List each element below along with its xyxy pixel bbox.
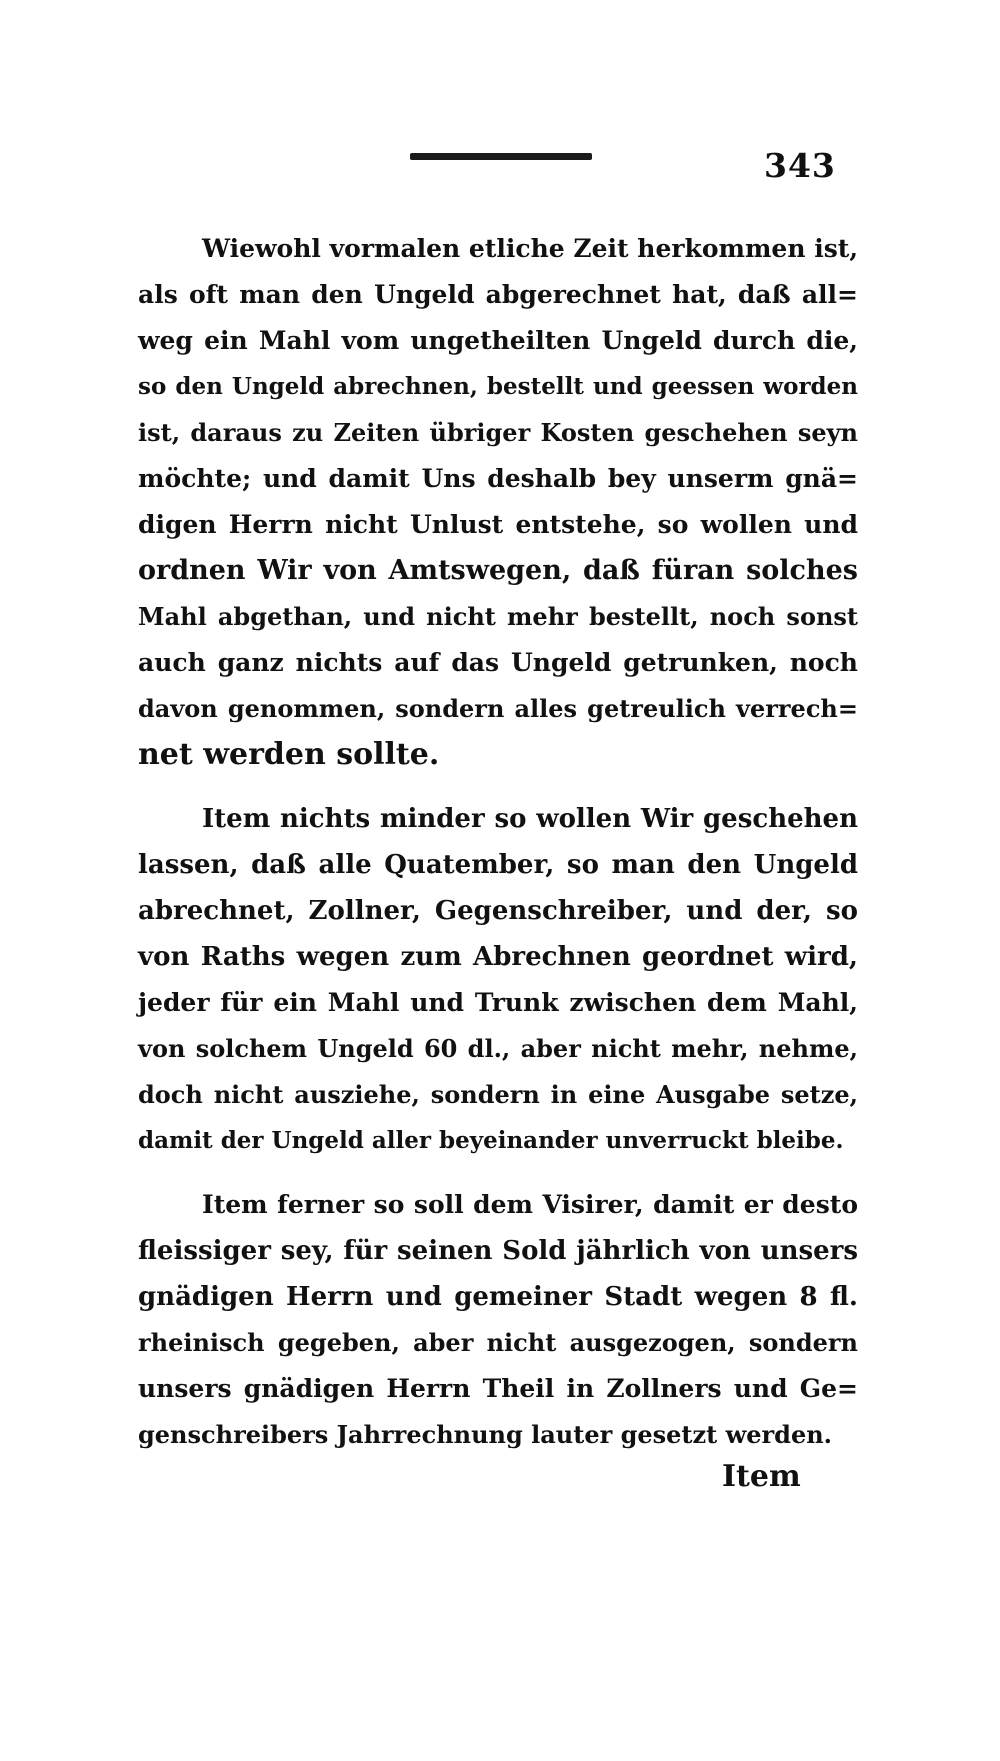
text-line: so den Ungeld abrechnen, bestellt und geessen worden — [138, 373, 858, 400]
text-line: doch nicht ausziehe, sondern in eine Ausgabe setze, — [138, 1080, 858, 1109]
text-line: davon genommen, sondern alles getreulich verrech= — [138, 694, 858, 723]
text-line: abrechnet, Zollner, Gegenschreiber, und der, so — [138, 896, 858, 926]
text-line: weg ein Mahl vom ungetheilten Ungeld durch die, — [138, 326, 858, 355]
text-line: als oft man den Ungeld abgerechnet hat, daß all= — [138, 280, 858, 309]
text-line: auch ganz nichts auf das Ungeld getrunken, noch — [138, 648, 858, 677]
text-line: ist, daraus zu Zeiten übriger Kosten geschehen seyn — [138, 418, 858, 447]
paragraph-1 — [138, 226, 858, 778]
text-line: damit der Ungeld aller beyeinander unverruckt bleibe. — [138, 1127, 844, 1154]
text-line: gnädigen Herrn und gemeiner Stadt wegen 8 fl. — [138, 1282, 858, 1312]
paragraph-2 — [138, 796, 858, 1164]
text-line: Item ferner so soll dem Visirer, damit er desto — [202, 1190, 858, 1219]
text-line: Item nichts minder so wollen Wir geschehen — [202, 804, 858, 834]
header-rule — [410, 153, 592, 160]
text-line: Mahl abgethan, und nicht mehr bestellt, noch sonst — [138, 602, 858, 631]
catchword: Item — [722, 1459, 801, 1494]
text-line: ordnen Wir von Amtswegen, daß füran solches — [138, 555, 858, 586]
text-line: Wiewohl vormalen etliche Zeit herkommen ist, — [202, 234, 859, 263]
text-line: jeder für ein Mahl und Trunk zwischen dem Mahl, — [138, 988, 858, 1017]
text-line: lassen, daß alle Quatember, so man den Ungeld — [138, 850, 858, 880]
text-line: genschreibers Jahrrechnung lauter gesetzt werden. — [138, 1420, 833, 1449]
text-line: von Raths wegen zum Abrechnen geordnet wird, — [138, 942, 858, 972]
text-line: möchte; und damit Uns deshalb bey unserm gnä= — [138, 464, 858, 493]
text-line: unsers gnädigen Herrn Theil in Zollners und Ge= — [138, 1374, 858, 1403]
text-line: digen Herrn nicht Unlust entstehe, so wollen und — [138, 510, 858, 539]
page-number: 343 — [764, 146, 836, 185]
text-line: net werden sollte. — [138, 737, 440, 772]
text-line: fleissiger sey, für seinen Sold jährlich von unsers — [138, 1236, 858, 1266]
paragraph-3 — [138, 1182, 858, 1458]
text-line: von solchem Ungeld 60 dl., aber nicht mehr, nehme, — [138, 1034, 858, 1063]
text-line: rheinisch gegeben, aber nicht ausgezogen, sondern — [138, 1328, 858, 1357]
